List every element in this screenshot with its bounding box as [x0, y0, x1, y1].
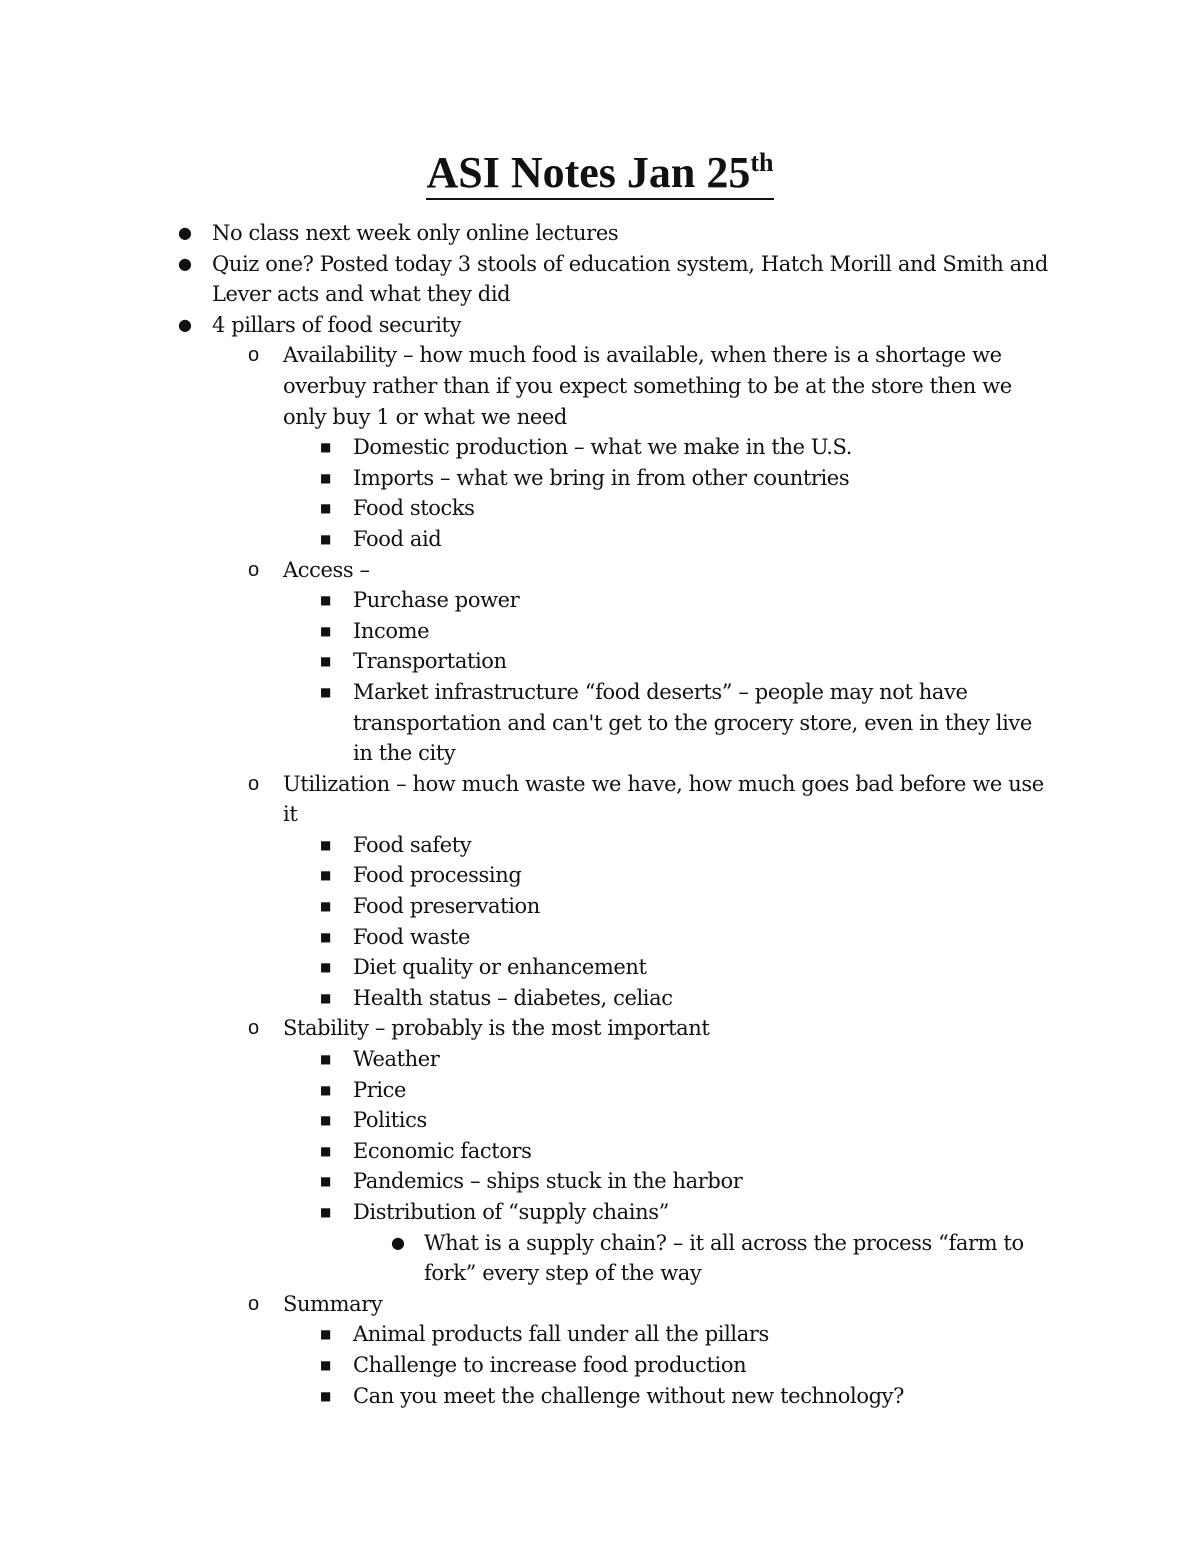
note-item-level-3: [0, 891, 1043, 922]
note-item-level-3: [0, 1044, 1043, 1075]
note-text: Utilization – how much waste we have, how much goes bad before we use it: [283, 771, 1044, 827]
page-title-superscript: th: [750, 148, 774, 177]
bullet-icon: ■: [320, 1327, 331, 1342]
bullet-icon: ■: [320, 960, 331, 975]
note-text: Pandemics – ships stuck in the harbor: [353, 1169, 743, 1194]
bullet-icon: ●: [178, 223, 192, 242]
bullet-icon: ■: [320, 684, 331, 699]
bullet-icon: ■: [320, 1082, 331, 1097]
note-item-level-1: [0, 218, 1062, 249]
note-text: Purchase power: [353, 588, 520, 613]
note-text: No class next week only online lectures: [212, 221, 619, 245]
note-item-level-3: [0, 1075, 1043, 1106]
notes-list: [0, 218, 1200, 1411]
note-text: Animal products fall under all the pillars: [353, 1322, 769, 1347]
note-text: Access –: [283, 557, 370, 582]
note-item-level-2: [0, 769, 1058, 830]
note-text: Food stocks: [353, 496, 475, 521]
bullet-icon: ■: [320, 470, 331, 485]
note-text: 4 pillars of food security: [212, 312, 462, 337]
note-item-level-3: [0, 1166, 1043, 1197]
bullet-icon: ■: [320, 593, 331, 608]
bullet-icon: ■: [320, 501, 331, 516]
bullet-icon: ■: [320, 868, 331, 883]
note-text: Can you meet the challenge without new technology?: [353, 1383, 904, 1408]
note-text: Summary: [283, 1291, 383, 1316]
note-text: Income: [353, 618, 430, 643]
note-item-level-4: [0, 1228, 1064, 1289]
note-item-level-3: [0, 616, 1043, 647]
page-title: [0, 143, 1200, 203]
note-text: What is a supply chain? – it all across the process “farm to fork” every step of the way: [424, 1230, 1024, 1286]
bullet-icon: ■: [320, 654, 331, 669]
note-text: Economic factors: [353, 1138, 532, 1163]
bullet-icon: ■: [320, 1357, 331, 1372]
bullet-icon: o: [248, 344, 259, 367]
bullet-icon: ■: [320, 531, 331, 546]
note-item-level-3: [0, 1105, 1043, 1136]
note-item-level-3: [0, 1136, 1043, 1167]
note-item-level-3: [0, 432, 1043, 463]
note-item-level-2: [0, 340, 1058, 432]
bullet-icon: ■: [320, 1052, 331, 1067]
note-text: Transportation: [353, 649, 507, 674]
note-item-level-3: [0, 830, 1043, 861]
note-item-level-1: [0, 249, 1062, 310]
bullet-icon: ■: [320, 440, 331, 455]
note-text: Price: [353, 1077, 407, 1102]
bullet-icon: ■: [320, 837, 331, 852]
note-text: Weather: [353, 1047, 440, 1072]
note-text: Food preservation: [353, 894, 540, 919]
note-item-level-3: [0, 1319, 1043, 1350]
bullet-icon: ■: [320, 899, 331, 914]
note-text: Availability – how much food is available, when there is a shortage we overbuy rather than if you expect something to be at the store then we only buy 1 or what we need: [283, 343, 1012, 429]
note-item-level-3: [0, 1197, 1043, 1228]
note-item-level-3: [0, 585, 1043, 616]
bullet-icon: ■: [320, 929, 331, 944]
note-text: Diet quality or enhancement: [353, 955, 647, 980]
bullet-icon: ●: [391, 1232, 405, 1252]
note-item-level-3: [0, 952, 1043, 983]
bullet-icon: o: [248, 772, 259, 795]
note-text: Challenge to increase food production: [353, 1352, 747, 1377]
note-item-level-2: [0, 1289, 1058, 1320]
bullet-icon: ■: [320, 1143, 331, 1158]
note-item-level-2: [0, 555, 1058, 586]
bullet-icon: ■: [320, 1113, 331, 1128]
note-item-level-3: [0, 646, 1043, 677]
note-item-level-3: [0, 922, 1043, 953]
note-text: Stability – probably is the most important: [283, 1016, 710, 1041]
note-text: Health status – diabetes, celiac: [353, 985, 673, 1010]
note-text: Domestic production – what we make in the U.S.: [353, 435, 853, 460]
bullet-icon: ■: [320, 990, 331, 1005]
note-text: Imports – what we bring in from other countries: [353, 465, 850, 490]
note-item-level-3: [0, 983, 1043, 1014]
note-item-level-3: [0, 1350, 1043, 1381]
page-title-text: [426, 149, 773, 200]
note-text: Food aid: [353, 526, 442, 551]
note-text: Politics: [353, 1108, 427, 1133]
bullet-icon: ■: [320, 623, 331, 638]
note-text: Food processing: [353, 863, 522, 888]
bullet-icon: o: [248, 1017, 259, 1040]
note-text: Distribution of “supply chains”: [353, 1200, 669, 1224]
note-item-level-3: [0, 463, 1043, 494]
note-item-level-1: [0, 310, 1062, 341]
bullet-icon: ■: [320, 1174, 331, 1189]
note-item-level-3: [0, 493, 1043, 524]
page-title-main: ASI Notes Jan 25: [426, 148, 751, 197]
note-item-level-3: [0, 524, 1043, 555]
note-item-level-2: [0, 1013, 1058, 1044]
bullet-icon: ●: [178, 253, 192, 273]
bullet-icon: o: [248, 558, 259, 581]
bullet-icon: ■: [320, 1388, 331, 1403]
note-text: Food safety: [353, 832, 472, 857]
note-item-level-3: [0, 1381, 1043, 1412]
note-text: Market infrastructure “food deserts” – people may not have transportation and can't get to the grocery store, even in they live in the city: [353, 679, 1032, 766]
note-item-level-3: [0, 860, 1043, 891]
bullet-icon: o: [248, 1292, 259, 1315]
bullet-icon: ●: [178, 314, 192, 334]
bullet-icon: ■: [320, 1205, 331, 1219]
note-text: Food waste: [353, 924, 470, 949]
note-item-level-3: [0, 677, 1043, 769]
note-text: Quiz one? Posted today 3 stools of education system, Hatch Morill and Smith and Lever acts and what they did: [212, 251, 1048, 307]
